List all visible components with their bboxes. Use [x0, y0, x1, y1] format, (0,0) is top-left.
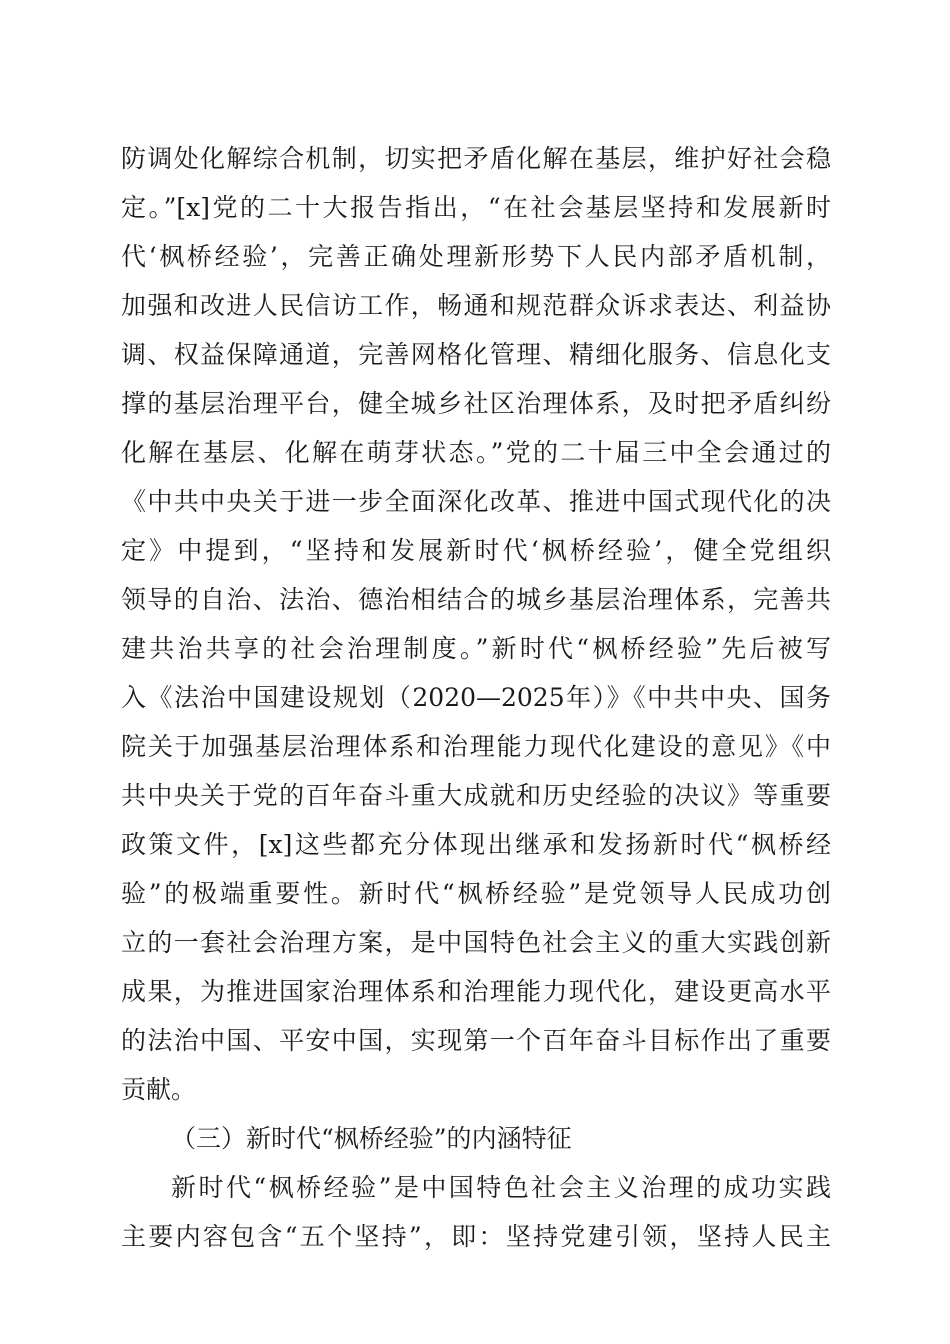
body-line-19: 的法治中国、平安中国，实现第一个百年奋斗目标作出了重要 — [121, 1026, 831, 1055]
body-line-8: 《中共中央关于进一步全面深化改革、推进中国式现代化的决 — [121, 487, 831, 516]
body-line-13: 院关于加强基层治理体系和治理能力现代化建设的意见》《中 — [121, 732, 831, 761]
body-line-11: 建共治共享的社会治理制度。”新时代“枫桥经验”先后被写 — [121, 634, 831, 663]
para2-line-1: 新时代“枫桥经验”是中国特色社会主义治理的成功实践 — [171, 1173, 831, 1202]
body-line-18: 成果，为推进国家治理体系和治理能力现代化，建设更高水平 — [121, 977, 831, 1006]
body-line-14: 共中央关于党的百年奋斗重大成就和历史经验的决议》等重要 — [121, 781, 831, 810]
body-line-16: 验”的极端重要性。新时代“枫桥经验”是党领导人民成功创 — [121, 879, 831, 908]
section-heading: （三）新时代“枫桥经验”的内涵特征 — [171, 1124, 572, 1153]
body-line-3: 代‘枫桥经验’，完善正确处理新形势下人民内部矛盾机制， — [121, 242, 831, 271]
body-line-9: 定》中提到，“坚持和发展新时代‘枫桥经验’，健全党组织 — [121, 536, 831, 565]
body-line-6: 撑的基层治理平台，健全城乡社区治理体系，及时把矛盾纠纷 — [121, 389, 831, 418]
body-line-15: 政策文件，[x]这些都充分体现出继承和发扬新时代“枫桥经 — [121, 830, 831, 859]
body-line-1: 防调处化解综合机制，切实把矛盾化解在基层，维护好社会稳 — [121, 144, 831, 173]
body-line-10: 领导的自治、法治、德治相结合的城乡基层治理体系，完善共 — [121, 585, 831, 614]
body-line-7: 化解在基层、化解在萌芽状态。”党的二十届三中全会通过的 — [121, 438, 831, 467]
body-line-5: 调、权益保障通道，完善网格化管理、精细化服务、信息化支 — [121, 340, 831, 369]
para2-line-2: 主要内容包含“五个坚持”，即：坚持党建引领，坚持人民主 — [121, 1222, 831, 1251]
body-line-2: 定。”[x]党的二十大报告指出，“在社会基层坚持和发展新时 — [121, 193, 831, 222]
body-line-20: 贡献。 — [121, 1075, 197, 1104]
body-line-4: 加强和改进人民信访工作，畅通和规范群众诉求表达、利益协 — [121, 291, 831, 320]
body-line-17: 立的一套社会治理方案，是中国特色社会主义的重大实践创新 — [121, 928, 831, 957]
body-line-12: 入《法治中国建设规划（2020—2025年）》《中共中央、国务 — [121, 683, 831, 712]
